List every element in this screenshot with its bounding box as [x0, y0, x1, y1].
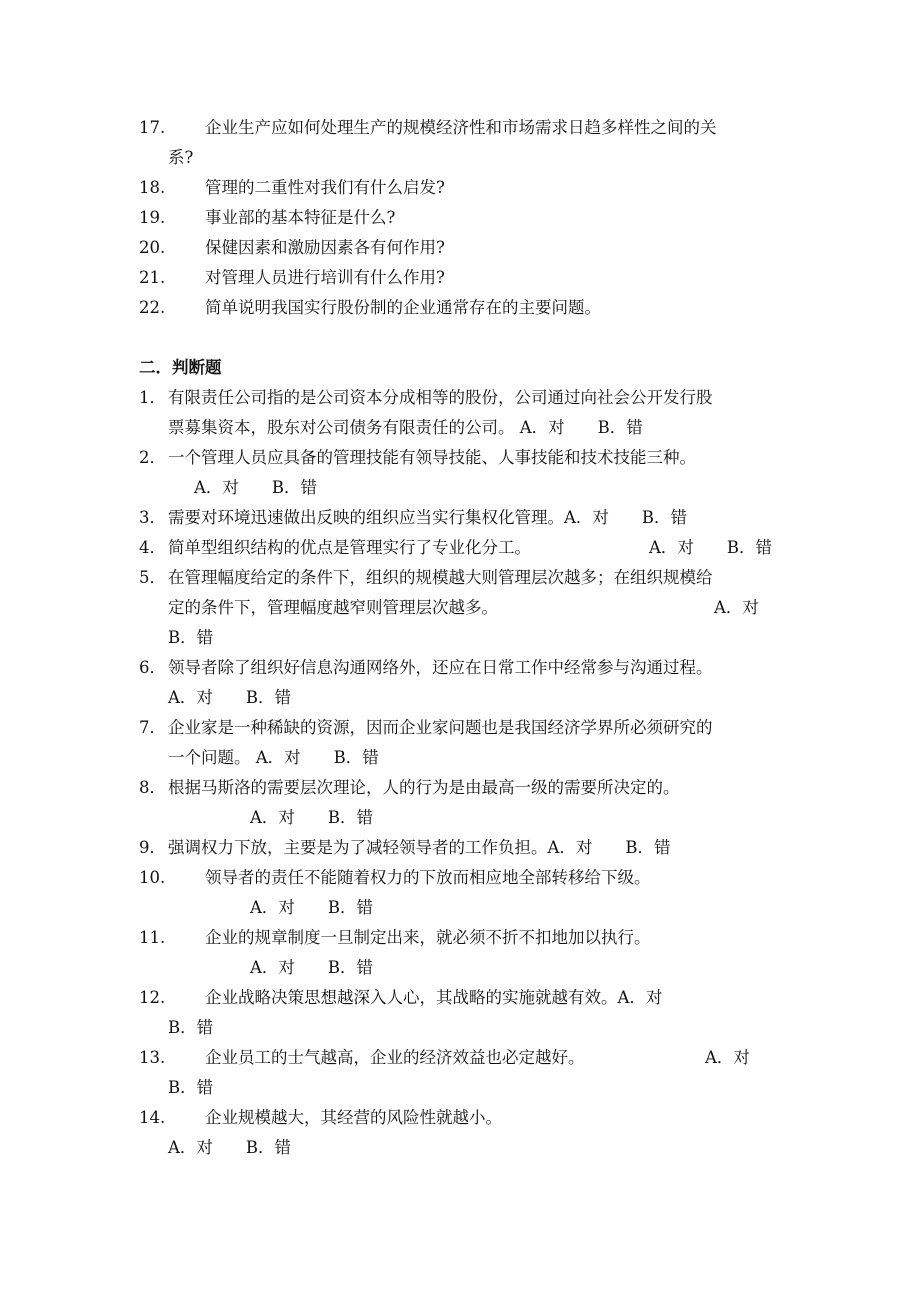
item-number: 12. — [139, 988, 166, 1007]
essay-item-20 — [0, 233, 920, 263]
judge-item-1 — [0, 383, 920, 413]
judge-item-8 — [0, 773, 920, 803]
item-number: 10. — [139, 868, 166, 887]
item-text: 有限责任公司指的是公司资本分成相等的股份，公司通过向社会公开发行股 — [168, 388, 713, 407]
judge-item-5-cont — [0, 593, 920, 623]
judge-item-11-options — [0, 953, 920, 983]
item-number: 13. — [139, 1048, 166, 1067]
judge-item-14-options — [0, 1133, 920, 1163]
judge-item-3 — [0, 503, 920, 533]
item-text: 一个问题。 A．对 B．错 — [168, 748, 379, 767]
item-text: 根据马斯洛的需要层次理论，人的行为是由最高一级的需要所决定的。 — [168, 778, 680, 797]
item-text: 企业的规章制度一旦制定出来，就必须不折不扣地加以执行。 — [205, 928, 651, 947]
judge-item-1-cont — [0, 413, 920, 443]
item-number: 6． — [139, 658, 166, 677]
judge-item-12-options — [0, 1013, 920, 1043]
judge-item-5-options — [0, 623, 920, 653]
item-number: 11. — [139, 928, 166, 947]
judge-item-13-options — [0, 1073, 920, 1103]
answer-option-b: B．错 — [168, 1018, 214, 1037]
item-text: 企业家是一种稀缺的资源，因而企业家问题也是我国经济学界所必须研究的 — [168, 718, 713, 737]
judge-item-12 — [0, 983, 920, 1013]
judge-item-9 — [0, 833, 920, 863]
item-text: 企业战略决策思想越深入人心，其战略的实施就越有效。A．对 — [205, 988, 663, 1007]
judge-item-14 — [0, 1103, 920, 1133]
item-text: 系? — [168, 148, 194, 167]
judge-item-7 — [0, 713, 920, 743]
item-text: 事业部的基本特征是什么? — [205, 208, 396, 227]
item-text: 需要对环境迅速做出反映的组织应当实行集权化管理。A．对 B．错 — [168, 508, 688, 527]
essay-item-18 — [0, 173, 920, 203]
essay-item-17-cont — [0, 143, 920, 173]
item-number: 3． — [139, 508, 166, 527]
judge-item-13 — [0, 1043, 920, 1073]
judge-item-11 — [0, 923, 920, 953]
item-number: 2． — [139, 448, 166, 467]
item-text: 领导者的责任不能随着权力的下放而相应地全部转移给下级。 — [205, 868, 651, 887]
judge-item-6-options — [0, 683, 920, 713]
essay-item-17 — [0, 113, 920, 143]
item-text: 强调权力下放，主要是为了减轻领导者的工作负担。A．对 B．错 — [168, 838, 671, 857]
judge-item-2-options — [0, 473, 920, 503]
section-title: 二．判断题 — [139, 358, 222, 377]
item-number: 14. — [139, 1108, 166, 1127]
judge-item-7-cont — [0, 743, 920, 773]
judge-item-6 — [0, 653, 920, 683]
item-number: 17. — [139, 118, 166, 137]
item-number: 19. — [139, 208, 166, 227]
answer-options: A．对 B．错 — [168, 1138, 292, 1157]
judge-item-2 — [0, 443, 920, 473]
answer-option-b: B．错 — [168, 1078, 214, 1097]
item-number: 8． — [139, 778, 166, 797]
item-number: 4． — [139, 538, 166, 557]
answer-option-a: A．对 — [705, 1048, 750, 1067]
item-number: 7． — [139, 718, 166, 737]
item-text: 在管理幅度给定的条件下，组织的规模越大则管理层次越多；在组织规模给 — [168, 568, 713, 587]
answer-options: A．对 B．错 — [194, 478, 318, 497]
item-number: 21. — [139, 268, 166, 287]
judge-item-10-options — [0, 893, 920, 923]
item-number: 9． — [139, 838, 166, 857]
section-heading — [0, 353, 920, 383]
item-text: 保健因素和激励因素各有何作用? — [205, 238, 445, 257]
item-text: 企业生产应如何处理生产的规模经济性和市场需求日趋多样性之间的关 — [205, 118, 717, 137]
item-text: 对管理人员进行培训有什么作用? — [205, 268, 445, 287]
item-text: 企业规模越大，其经营的风险性就越小。 — [205, 1108, 502, 1127]
item-text: 简单型组织结构的优点是管理实行了专业化分工。 — [168, 538, 531, 557]
judge-item-8-options — [0, 803, 920, 833]
essay-item-22 — [0, 293, 920, 323]
item-text: 一个管理人员应具备的管理技能有领导技能、人事技能和技术技能三种。 — [168, 448, 696, 467]
item-text: 企业员工的士气越高，企业的经济效益也必定越好。 — [205, 1048, 585, 1067]
item-text: 管理的二重性对我们有什么启发? — [205, 178, 445, 197]
item-text: 简单说明我国实行股份制的企业通常存在的主要问题。 — [205, 298, 601, 317]
item-text: 领导者除了组织好信息沟通网络外，还应在日常工作中经常参与沟通过程。 — [168, 658, 713, 677]
answer-options: A．对 B．错 — [250, 898, 374, 917]
item-text: 票募集资本，股东对公司债务有限责任的公司。 A．对 B．错 — [168, 418, 643, 437]
item-number: 22. — [139, 298, 166, 317]
answer-option-a: A．对 — [714, 598, 759, 617]
judge-item-4 — [0, 533, 920, 563]
judge-item-5 — [0, 563, 920, 593]
answer-options: A．对 B．错 — [649, 538, 773, 557]
essay-item-19 — [0, 203, 920, 233]
essay-item-21 — [0, 263, 920, 293]
item-number: 20. — [139, 238, 166, 257]
item-text: 定的条件下，管理幅度越窄则管理层次越多。 — [168, 598, 498, 617]
answer-option-b: B．错 — [168, 628, 214, 647]
judge-item-10 — [0, 863, 920, 893]
item-number: 5． — [139, 568, 166, 587]
answer-options: A．对 B．错 — [250, 958, 374, 977]
item-number: 1． — [139, 388, 166, 407]
answer-options: A．对 B．错 — [168, 688, 292, 707]
answer-options: A．对 B．错 — [250, 808, 374, 827]
item-number: 18. — [139, 178, 166, 197]
